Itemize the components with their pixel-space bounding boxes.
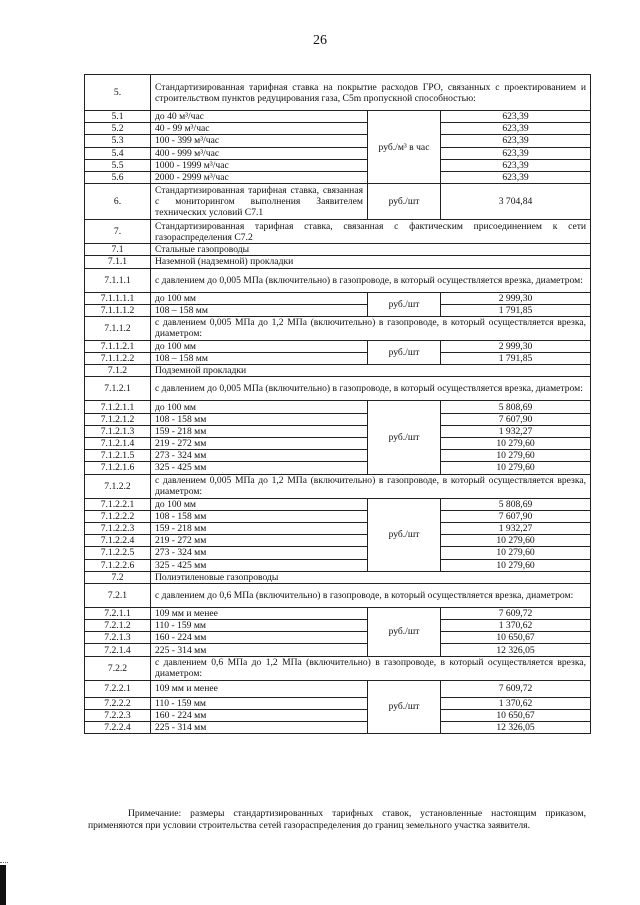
table-row <box>85 656 591 680</box>
row-number: 7.1.1.1.1 <box>85 292 151 304</box>
rate-value: 623,39 <box>441 171 591 183</box>
rate-value: 10 279,60 <box>441 462 591 474</box>
table-row <box>85 365 591 377</box>
row-description: с давлением до 0,6 МПа (включительно) в газопроводе, в который осуществляется врезка, диаметром: <box>151 583 591 607</box>
table-row <box>85 268 591 292</box>
row-description: 273 - 324 мм <box>151 450 368 462</box>
row-number: 7.1.2.2.3 <box>85 522 151 534</box>
row-description: Стальные газопроводы <box>151 244 591 256</box>
unit-cell: руб./шт <box>368 607 441 656</box>
row-number: 7.2.2.3 <box>85 709 151 721</box>
table-row <box>85 159 591 171</box>
table-row <box>85 498 591 510</box>
row-description: до 100 мм <box>151 401 368 413</box>
row-description: 325 - 425 мм <box>151 462 368 474</box>
row-number: 7.2.2.4 <box>85 722 151 734</box>
row-description: 110 - 159 мм <box>151 697 368 709</box>
row-number: 7.1.2.1.4 <box>85 438 151 450</box>
table-row <box>85 535 591 547</box>
tariff-table <box>84 74 591 734</box>
row-number: 7.1.2.1.6 <box>85 462 151 474</box>
row-description: с давлением до 0,005 МПа (включительно) в газопроводе, в который осуществляется врезка, диаметром: <box>151 377 591 401</box>
row-description: Наземной (надземной) прокладки <box>151 256 591 268</box>
table-row <box>85 111 591 123</box>
rate-value: 10 279,60 <box>441 450 591 462</box>
row-number: 7.1.2.2.2 <box>85 510 151 522</box>
table-row <box>85 292 591 304</box>
row-description: 219 - 272 мм <box>151 535 368 547</box>
row-number: 5.1 <box>85 111 151 123</box>
row-description: 110 - 159 мм <box>151 620 368 632</box>
unit-cell: руб./шт <box>368 292 441 316</box>
table-row <box>85 680 591 697</box>
table-row <box>85 571 591 583</box>
row-description: 225 - 314 мм <box>151 722 368 734</box>
row-description: Подземной прокладки <box>151 365 591 377</box>
row-description: 108 – 158 мм <box>151 353 368 365</box>
table-row <box>85 220 591 244</box>
rate-value: 10 279,60 <box>441 438 591 450</box>
rate-value: 623,39 <box>441 135 591 147</box>
rate-value: 10 279,60 <box>441 547 591 559</box>
row-description: с давлением 0,6 МПа до 1,2 МПа (включительно) в газопроводе, в который осуществляется врезка, диаметром: <box>151 656 591 680</box>
row-description: Стандартизированная тарифная ставка на покрытие расходов ГРО, связанных с проектированием и строительством пунктов редуцирования газа, C5m пропускной способностью: <box>151 75 591 111</box>
rate-value: 1 932,27 <box>441 425 591 437</box>
row-number: 7.1 <box>85 244 151 256</box>
row-number: 7.2.1.3 <box>85 632 151 644</box>
rate-value: 1 791,85 <box>441 304 591 316</box>
unit-cell: руб./шт <box>368 401 441 474</box>
row-number: 7.1.2.2.4 <box>85 535 151 547</box>
row-number: 7.1.1.2.2 <box>85 353 151 365</box>
table-row <box>85 75 591 111</box>
rate-value: 10 279,60 <box>441 535 591 547</box>
row-number: 7.2.1.4 <box>85 644 151 656</box>
table-row <box>85 474 591 498</box>
table-row <box>85 709 591 721</box>
row-description: 160 - 224 мм <box>151 632 368 644</box>
table-row <box>85 697 591 709</box>
row-number: 7.1.2 <box>85 365 151 377</box>
row-description: до 100 мм <box>151 292 368 304</box>
row-description: 225 - 314 мм <box>151 644 368 656</box>
table-row <box>85 244 591 256</box>
row-number: 7.1.2.1.1 <box>85 401 151 413</box>
table-row <box>85 425 591 437</box>
unit-cell: руб./шт <box>368 184 441 220</box>
rate-value: 1 791,85 <box>441 353 591 365</box>
rate-value: 2 999,30 <box>441 292 591 304</box>
table-row <box>85 147 591 159</box>
row-number: 5.3 <box>85 135 151 147</box>
table-row <box>85 316 591 340</box>
row-description: 40 - 99 м³/час <box>151 123 368 135</box>
table-row <box>85 510 591 522</box>
row-number: 7.1.2.1.3 <box>85 425 151 437</box>
unit-cell: руб./шт <box>368 340 441 364</box>
row-number: 7.1.2.1.2 <box>85 413 151 425</box>
row-number: 7.2.2 <box>85 656 151 680</box>
row-number: 7.1.2.2 <box>85 474 151 498</box>
table-row <box>85 559 591 571</box>
table-row <box>85 547 591 559</box>
row-description: 100 - 399 м³/час <box>151 135 368 147</box>
table-row <box>85 256 591 268</box>
row-description: 2000 - 2999 м³/час <box>151 171 368 183</box>
row-number: 5.4 <box>85 147 151 159</box>
row-number: 7.1.1.1.2 <box>85 304 151 316</box>
table-row <box>85 377 591 401</box>
unit-cell: руб./шт <box>368 680 441 734</box>
row-number: 7.1.2.1 <box>85 377 151 401</box>
row-number: 7.1.2.1.5 <box>85 450 151 462</box>
row-description: 109 мм и менее <box>151 680 368 697</box>
table-row <box>85 135 591 147</box>
row-description: 325 - 425 мм <box>151 559 368 571</box>
table-row <box>85 462 591 474</box>
row-description: 108 - 158 мм <box>151 413 368 425</box>
row-number: 7.2.2.1 <box>85 680 151 697</box>
rate-value: 1 370,62 <box>441 697 591 709</box>
row-description: 273 - 324 мм <box>151 547 368 559</box>
table-row <box>85 353 591 365</box>
row-number: 5.5 <box>85 159 151 171</box>
row-description: с давлением 0,005 МПа до 1,2 МПа (включительно) в газопроводе, в который осуществляется врезка, диаметром: <box>151 474 591 498</box>
rate-value: 623,39 <box>441 147 591 159</box>
table-row <box>85 171 591 183</box>
row-description: 159 - 218 мм <box>151 522 368 534</box>
row-number: 7.2 <box>85 571 151 583</box>
row-description: 160 - 224 мм <box>151 709 368 721</box>
rate-value: 623,39 <box>441 123 591 135</box>
rate-value: 7 607,90 <box>441 510 591 522</box>
rate-value: 1 370,62 <box>441 620 591 632</box>
rate-value: 12 326,05 <box>441 644 591 656</box>
row-number: 7.1.2.2.5 <box>85 547 151 559</box>
row-description: 109 мм и менее <box>151 607 368 619</box>
row-number: 7.2.1.1 <box>85 607 151 619</box>
footnote: Примечание: размеры стандартизированных тарифных ставок, установленные настоящим приказом, применяются при условии строительства сетей газораспределения до границ земельного участка заявителя. <box>88 808 586 831</box>
table-row <box>85 522 591 534</box>
row-number: 5.2 <box>85 123 151 135</box>
table-row <box>85 413 591 425</box>
row-description: до 100 мм <box>151 498 368 510</box>
rate-value: 7 607,90 <box>441 413 591 425</box>
row-description: Полиэтиленовые газопроводы <box>151 571 591 583</box>
rate-value: 5 808,69 <box>441 401 591 413</box>
row-description: 1000 - 1999 м³/час <box>151 159 368 171</box>
row-number: 7.1.2.2.1 <box>85 498 151 510</box>
table-row <box>85 632 591 644</box>
table-row <box>85 620 591 632</box>
rate-value: 10 650,67 <box>441 632 591 644</box>
row-description: 159 - 218 мм <box>151 425 368 437</box>
table-row <box>85 438 591 450</box>
table-row <box>85 450 591 462</box>
row-number: 7.2.2.2 <box>85 697 151 709</box>
table-row <box>85 583 591 607</box>
row-number: 5. <box>85 75 151 111</box>
table-row <box>85 401 591 413</box>
rate-value: 5 808,69 <box>441 498 591 510</box>
table-row <box>85 644 591 656</box>
row-description: 219 - 272 мм <box>151 438 368 450</box>
unit-cell: руб./м³ в час <box>368 111 441 184</box>
row-description: Стандартизированная тарифная ставка, связанная с мониторингом выполнения Заявителем технических условий C7.1 <box>151 184 368 220</box>
rate-value: 10 279,60 <box>441 559 591 571</box>
row-number: 5.6 <box>85 171 151 183</box>
row-description: 400 - 999 м³/час <box>151 147 368 159</box>
rate-value: 623,39 <box>441 159 591 171</box>
row-description: 108 - 158 мм <box>151 510 368 522</box>
row-number: 7. <box>85 220 151 244</box>
rate-value: 623,39 <box>441 111 591 123</box>
page-number: 26 <box>313 33 327 48</box>
row-number: 7.1.1.1 <box>85 268 151 292</box>
row-description: до 100 мм <box>151 340 368 352</box>
row-number: 7.1.1 <box>85 256 151 268</box>
table-row <box>85 722 591 734</box>
row-description: 108 – 158 мм <box>151 304 368 316</box>
table-row <box>85 184 591 220</box>
row-number: 7.1.2.2.6 <box>85 559 151 571</box>
rate-value: 10 650,67 <box>441 709 591 721</box>
table-row <box>85 304 591 316</box>
unit-cell: руб./шт <box>368 498 441 571</box>
scan-edge-mark <box>0 865 6 905</box>
row-description: с давлением до 0,005 МПа (включительно) в газопроводе, в который осуществляется врезка, диаметром: <box>151 268 591 292</box>
row-description: Стандартизированная тарифная ставка, связанная с фактическим присоединением к сети газораспределения C7.2 <box>151 220 591 244</box>
table-row <box>85 123 591 135</box>
table-row <box>85 340 591 352</box>
rate-value: 1 932,27 <box>441 522 591 534</box>
table-row <box>85 607 591 619</box>
row-description: с давлением 0,005 МПа до 1,2 МПа (включительно) в газопроводе, в который осуществляется врезка, диаметром: <box>151 316 591 340</box>
row-number: 6. <box>85 184 151 220</box>
row-number: 7.1.1.2.1 <box>85 340 151 352</box>
rate-value: 2 999,30 <box>441 340 591 352</box>
rate-value: 3 704,84 <box>441 184 591 220</box>
row-description: до 40 м³/час <box>151 111 368 123</box>
row-number: 7.2.1.2 <box>85 620 151 632</box>
rate-value: 7 609,72 <box>441 607 591 619</box>
rate-value: 12 326,05 <box>441 722 591 734</box>
row-number: 7.1.1.2 <box>85 316 151 340</box>
row-number: 7.2.1 <box>85 583 151 607</box>
rate-value: 7 609,72 <box>441 680 591 697</box>
